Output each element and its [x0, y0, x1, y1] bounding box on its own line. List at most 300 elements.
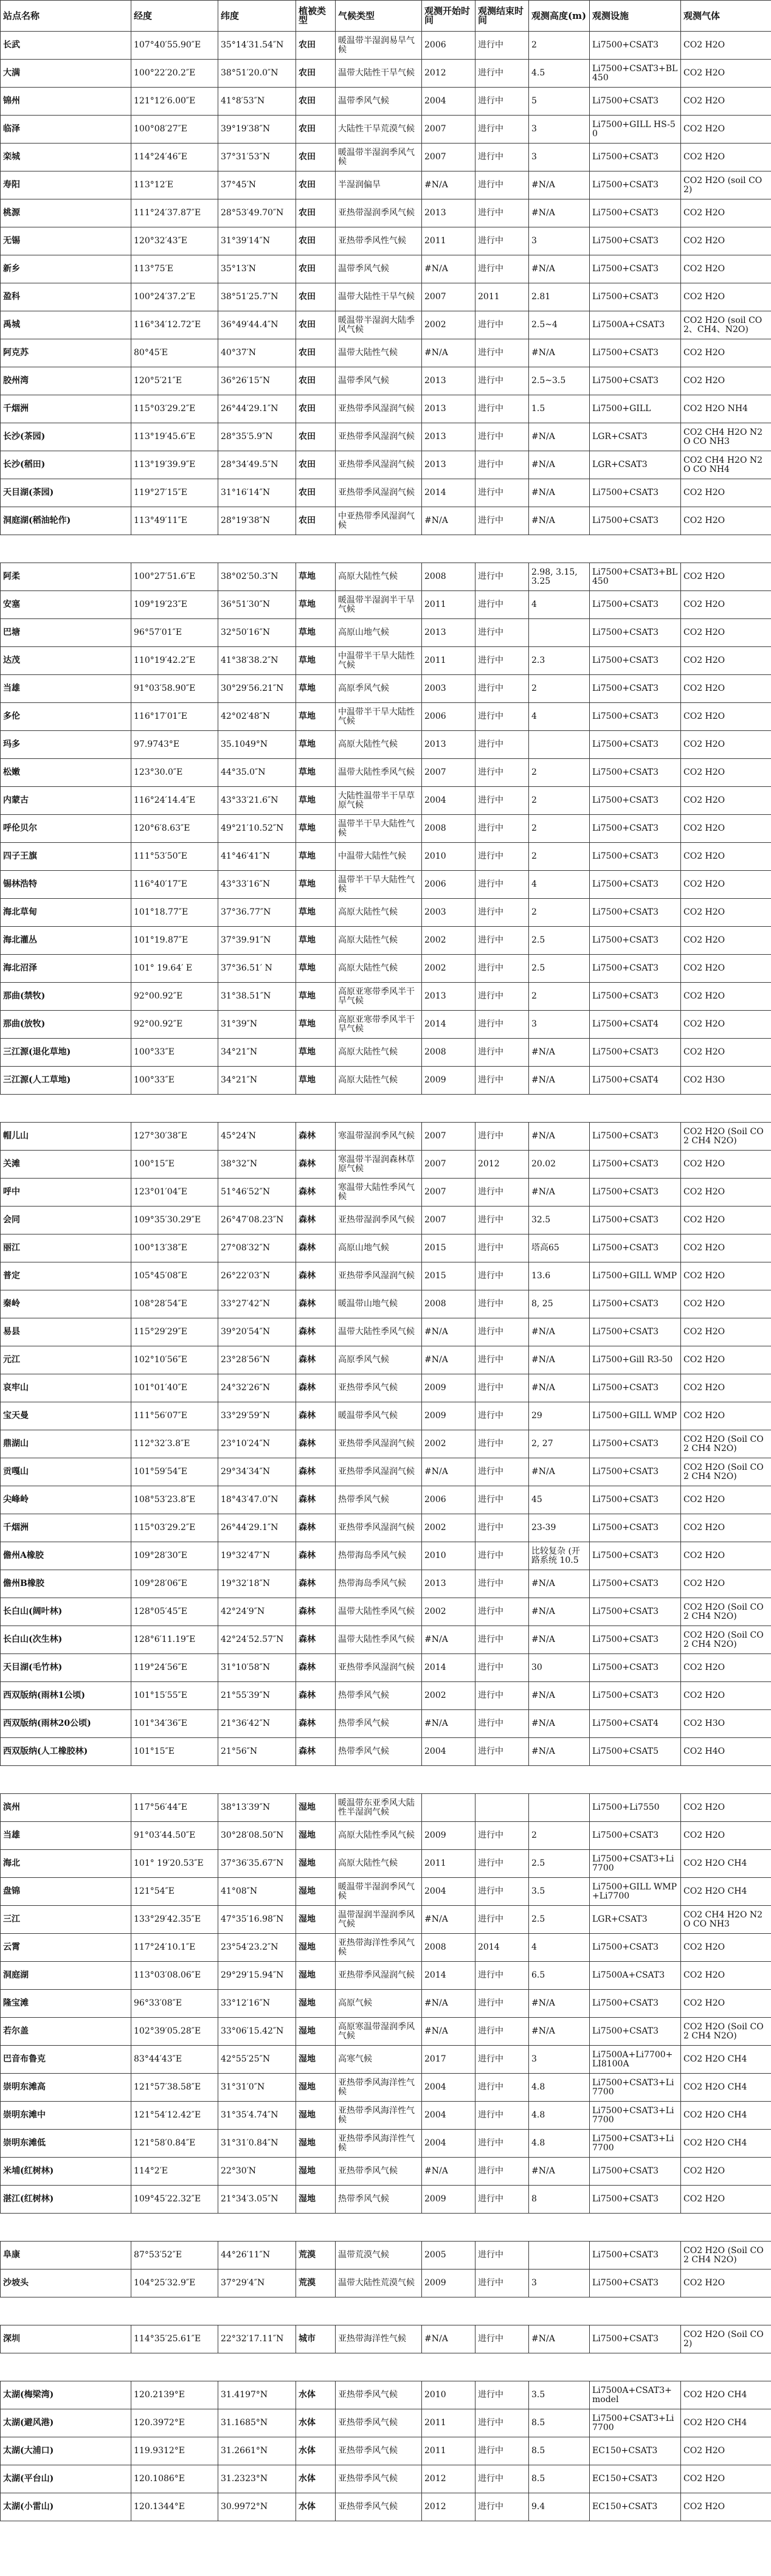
end-time-cell: 进行中 [475, 2437, 529, 2465]
instruments-cell: Li7500+CSAT3 [590, 1542, 681, 1570]
table-row [1, 1794, 771, 1822]
longitude-cell: 113°75′E [131, 255, 218, 283]
station-name-cell: 崇明东滩低 [1, 2130, 131, 2158]
vegetation-type-cell: 森林 [296, 1542, 336, 1570]
station-name-cell: 寿阳 [1, 171, 131, 199]
latitude-cell: 35.1049°N [218, 731, 296, 759]
station-name-cell: 长沙(稻田) [1, 451, 131, 479]
end-time-cell: 进行中 [475, 1123, 529, 1151]
table-row [1, 815, 771, 843]
empty-cell [296, 1095, 336, 1123]
height-cell: 3 [529, 227, 590, 255]
empty-cell [1, 2297, 131, 2325]
gases-cell: CO2 H2O CH4 [681, 2102, 771, 2130]
climate-type-cell: 亚热带季风气候 [336, 2409, 422, 2437]
height-cell: 23-39 [529, 1514, 590, 1542]
longitude-cell: 121°58′0.84″E [131, 2130, 218, 2158]
start-time-cell: 2006 [422, 1486, 475, 1514]
gases-cell: CO2 H2O [681, 843, 771, 871]
table-row [1, 759, 771, 787]
vegetation-type-cell: 草地 [296, 647, 336, 675]
vegetation-type-cell: 湿地 [296, 2018, 336, 2046]
end-time-cell: 进行中 [475, 1906, 529, 1934]
latitude-cell: 47°35′16.98″N [218, 1906, 296, 1934]
height-cell: 4.5 [529, 60, 590, 88]
table-body [1, 32, 771, 2521]
start-time-cell: 2014 [422, 1654, 475, 1682]
latitude-cell: 23°10′24″N [218, 1430, 296, 1458]
vegetation-type-cell: 森林 [296, 1654, 336, 1682]
longitude-cell: 100°13′38″E [131, 1234, 218, 1262]
table-row [1, 171, 771, 199]
table-row [1, 1878, 771, 1906]
empty-cell [422, 2297, 475, 2325]
climate-type-cell: 暖温带半湿润季风气候 [336, 1878, 422, 1906]
start-time-cell: 2003 [422, 899, 475, 927]
latitude-cell: 21°56″N [218, 1738, 296, 1766]
vegetation-type-cell: 湿地 [296, 2046, 336, 2074]
latitude-cell: 40°37′N [218, 339, 296, 367]
gases-cell: CO2 H2O [681, 759, 771, 787]
empty-cell [590, 1766, 681, 1794]
instruments-cell: Li7500A+CSAT3 [590, 311, 681, 339]
gases-cell: CO2 H2O CH4 [681, 2074, 771, 2102]
latitude-cell: 36°51′30″N [218, 591, 296, 619]
group-separator-row [1, 1766, 771, 1794]
start-time-cell: 2009 [422, 1822, 475, 1850]
gases-cell: CO2 H2O [681, 1654, 771, 1682]
latitude-cell: 28°34′49.5″N [218, 451, 296, 479]
climate-type-cell: 亚热带季风湿润气候 [336, 1514, 422, 1542]
vegetation-type-cell: 草地 [296, 703, 336, 731]
end-time-cell: 进行中 [475, 1039, 529, 1067]
instruments-cell: LGR+CSAT3 [590, 1906, 681, 1934]
height-cell: 8.5 [529, 2437, 590, 2465]
empty-cell [475, 1095, 529, 1123]
climate-type-cell: 高原大陆性气候 [336, 731, 422, 759]
station-name-cell: 那曲(放牧) [1, 1011, 131, 1039]
longitude-cell: 100°08′27″E [131, 116, 218, 144]
vegetation-type-cell: 荒漠 [296, 2242, 336, 2270]
latitude-cell: 22°30′N [218, 2158, 296, 2186]
table-row [1, 871, 771, 899]
height-cell: 2.5 [529, 1850, 590, 1878]
start-time-cell: 2013 [422, 619, 475, 647]
start-time-cell: 2004 [422, 787, 475, 815]
latitude-cell: 38°51′20.0″N [218, 60, 296, 88]
instruments-cell: Li7500+CSAT3 [590, 255, 681, 283]
gases-cell: CO2 H2O [681, 339, 771, 367]
station-name-cell: 那曲(禁牧) [1, 983, 131, 1011]
gases-cell: CO2 H2O [681, 32, 771, 60]
longitude-cell: 120°32′43″E [131, 227, 218, 255]
station-name-cell: 沙坡头 [1, 2270, 131, 2297]
climate-type-cell: 温带季风气候 [336, 255, 422, 283]
gases-cell: CO2 H2O (Soil CO2 CH4 N2O) [681, 2018, 771, 2046]
station-name-cell: 海北 [1, 1850, 131, 1878]
latitude-cell: 31°10′58″N [218, 1654, 296, 1682]
gases-cell: CO2 H2O CH4 [681, 2409, 771, 2437]
instruments-cell: Li7500+CSAT3 [590, 479, 681, 507]
instruments-cell: Li7500+CSAT3 [590, 1598, 681, 1626]
gases-cell: CO2 H2O [681, 871, 771, 899]
start-time-cell: 2004 [422, 88, 475, 116]
climate-type-cell: 温带大陆性干旱气候 [336, 283, 422, 311]
instruments-cell: EC150+CSAT3 [590, 2437, 681, 2465]
longitude-cell: 116°40′17″E [131, 871, 218, 899]
table-row [1, 591, 771, 619]
table-row [1, 423, 771, 451]
instruments-cell: Li7500+Li7550 [590, 1794, 681, 1822]
table-row [1, 1011, 771, 1039]
station-name-cell: 易县 [1, 1318, 131, 1346]
latitude-cell: 41°8′53″N [218, 88, 296, 116]
latitude-cell: 37°36.51′ N [218, 955, 296, 983]
end-time-cell: 进行中 [475, 1318, 529, 1346]
instruments-cell: Li7500+CSAT3 [590, 843, 681, 871]
start-time-cell: 2006 [422, 871, 475, 899]
start-time-cell: 2017 [422, 2046, 475, 2074]
gases-cell: CO2 H2O [681, 367, 771, 395]
end-time-cell: 进行中 [475, 199, 529, 227]
station-name-cell: 海北草甸 [1, 899, 131, 927]
height-cell: #N/A [529, 451, 590, 479]
station-name-cell: 崇明东滩中 [1, 2102, 131, 2130]
vegetation-type-cell: 农田 [296, 451, 336, 479]
end-time-cell: 进行中 [475, 311, 529, 339]
gases-cell: CO2 H2O [681, 1374, 771, 1402]
longitude-cell: 116°17′01″E [131, 703, 218, 731]
climate-type-cell: 亚热带海洋性季风气候 [336, 1934, 422, 1962]
start-time-cell: #N/A [422, 255, 475, 283]
climate-type-cell: 热带海岛季风气候 [336, 1570, 422, 1598]
start-time-cell: 2012 [422, 2465, 475, 2493]
vegetation-type-cell: 森林 [296, 1234, 336, 1262]
gases-cell: CO2 H2O [681, 60, 771, 88]
table-row [1, 1906, 771, 1934]
latitude-cell: 37°45′N [218, 171, 296, 199]
instruments-cell: Li7500+CSAT3 [590, 1290, 681, 1318]
instruments-cell: Li7500+CSAT3+BL450 [590, 60, 681, 88]
instruments-cell: Li7500+CSAT3+Li7700 [590, 1850, 681, 1878]
end-time-cell: 进行中 [475, 1179, 529, 1207]
empty-cell [681, 2353, 771, 2381]
table-row [1, 1486, 771, 1514]
vegetation-type-cell: 农田 [296, 479, 336, 507]
vegetation-type-cell: 湿地 [296, 2186, 336, 2214]
latitude-cell: 31°35′4.74″N [218, 2102, 296, 2130]
empty-cell [681, 535, 771, 563]
instruments-cell: Li7500+CSAT3 [590, 955, 681, 983]
climate-type-cell: 亚热带湿润季风气候 [336, 1207, 422, 1234]
empty-cell [336, 2297, 422, 2325]
height-cell: #N/A [529, 1179, 590, 1207]
latitude-cell: 28°53′49.70″N [218, 199, 296, 227]
latitude-cell: 36°26′15″N [218, 367, 296, 395]
longitude-cell: 109°28′30″E [131, 1542, 218, 1570]
longitude-cell: 113°12′E [131, 171, 218, 199]
instruments-cell: Li7500A+CSAT3+model [590, 2381, 681, 2409]
instruments-cell: Li7500+CSAT3 [590, 2186, 681, 2214]
header-height: 观测高度(m) [529, 1, 590, 32]
end-time-cell: 进行中 [475, 2102, 529, 2130]
gases-cell: CO2 H2O [681, 983, 771, 1011]
gases-cell: CO2 H2O [681, 1990, 771, 2018]
gases-cell: CO2 H2O [681, 815, 771, 843]
latitude-cell: 41°38′38.2″N [218, 647, 296, 675]
gases-cell: CO2 H2O [681, 1794, 771, 1822]
start-time-cell: 2011 [422, 2409, 475, 2437]
start-time-cell: 2013 [422, 451, 475, 479]
vegetation-type-cell: 草地 [296, 619, 336, 647]
gases-cell: CO2 H2O [681, 2158, 771, 2186]
climate-type-cell: 高原大陆性气候 [336, 1039, 422, 1067]
start-time-cell: 2002 [422, 1682, 475, 1710]
station-name-cell: 关滩 [1, 1151, 131, 1179]
height-cell: 比较复杂 (开路系统 10.5 [529, 1542, 590, 1570]
instruments-cell: Li7500+CSAT3+Li7700 [590, 2102, 681, 2130]
station-name-cell: 海北沼泽 [1, 955, 131, 983]
start-time-cell: 2011 [422, 1850, 475, 1878]
header-start-time: 观测开始时间 [422, 1, 475, 32]
empty-cell [1, 535, 131, 563]
climate-type-cell: 温带大陆性季风气候 [336, 1318, 422, 1346]
empty-cell [529, 1766, 590, 1794]
empty-cell [422, 2353, 475, 2381]
empty-cell [422, 2214, 475, 2242]
start-time-cell: #N/A [422, 1710, 475, 1738]
instruments-cell: Li7500+CSAT3 [590, 171, 681, 199]
longitude-cell: 100°24′37.2″E [131, 283, 218, 311]
longitude-cell: 121°54″E [131, 1878, 218, 1906]
climate-type-cell: 亚热带季风湿润气候 [336, 479, 422, 507]
latitude-cell: 38°51′25.7″N [218, 283, 296, 311]
empty-cell [218, 2297, 296, 2325]
latitude-cell: 34°21″N [218, 1039, 296, 1067]
table-row [1, 899, 771, 927]
height-cell: 1.5 [529, 395, 590, 423]
vegetation-type-cell: 草地 [296, 1067, 336, 1095]
table-row [1, 2270, 771, 2297]
start-time-cell: 2010 [422, 843, 475, 871]
height-cell: 4 [529, 1934, 590, 1962]
climate-type-cell: 亚热带季风湿润气候 [336, 1430, 422, 1458]
start-time-cell: 2002 [422, 1598, 475, 1626]
table-row [1, 2465, 771, 2493]
station-name-cell: 深圳 [1, 2325, 131, 2353]
gases-cell: CO2 H2O [681, 283, 771, 311]
start-time-cell: 2009 [422, 1067, 475, 1095]
end-time-cell: 进行中 [475, 871, 529, 899]
station-name-cell: 天目湖(茶园) [1, 479, 131, 507]
vegetation-type-cell: 草地 [296, 1039, 336, 1067]
empty-cell [590, 2297, 681, 2325]
end-time-cell: 进行中 [475, 2158, 529, 2186]
table-row [1, 703, 771, 731]
longitude-cell: 121°12′6.00″E [131, 88, 218, 116]
start-time-cell: 2008 [422, 1290, 475, 1318]
end-time-cell: 进行中 [475, 675, 529, 703]
climate-type-cell: 暖温带东亚季风大陆性半湿润气候 [336, 1794, 422, 1822]
vegetation-type-cell: 草地 [296, 983, 336, 1011]
instruments-cell: Li7500+CSAT3 [590, 759, 681, 787]
gases-cell: CO2 H2O [681, 1207, 771, 1234]
gases-cell: CO2 H2O [681, 1822, 771, 1850]
climate-type-cell: 高原大陆性气候 [336, 955, 422, 983]
instruments-cell: Li7500+CSAT3 [590, 1486, 681, 1514]
header-climate-type: 气候类型 [336, 1, 422, 32]
table-row [1, 2409, 771, 2437]
height-cell: 8.5 [529, 2465, 590, 2493]
climate-type-cell: 亚热带季风海洋性气候 [336, 2102, 422, 2130]
table-row [1, 1458, 771, 1486]
latitude-cell: 19°32′18″N [218, 1570, 296, 1598]
station-name-cell: 太湖(梅梁湾) [1, 2381, 131, 2409]
station-name-cell: 丽江 [1, 1234, 131, 1262]
vegetation-type-cell: 草地 [296, 591, 336, 619]
longitude-cell: 109°28′06″E [131, 1570, 218, 1598]
longitude-cell: 109°45′22.32″E [131, 2186, 218, 2214]
end-time-cell: 进行中 [475, 815, 529, 843]
vegetation-type-cell: 森林 [296, 1486, 336, 1514]
gases-cell: CO2 H2O [681, 1486, 771, 1514]
latitude-cell: 37°36′35.67″N [218, 1850, 296, 1878]
vegetation-type-cell: 农田 [296, 32, 336, 60]
height-cell: 3 [529, 1011, 590, 1039]
height-cell: #N/A [529, 171, 590, 199]
latitude-cell: 31°31′0.84″N [218, 2130, 296, 2158]
latitude-cell: 38°13′39″N [218, 1794, 296, 1822]
station-name-cell: 呼中 [1, 1179, 131, 1207]
station-name-cell: 呼伦贝尔 [1, 815, 131, 843]
table-row [1, 1290, 771, 1318]
station-name-cell: 海北灌丛 [1, 927, 131, 955]
longitude-cell: 111°24′37.87″E [131, 199, 218, 227]
latitude-cell: 31°16′14″N [218, 479, 296, 507]
start-time-cell: #N/A [422, 1990, 475, 2018]
vegetation-type-cell: 农田 [296, 507, 336, 535]
instruments-cell: Li7500+CSAT3+Li7700 [590, 2074, 681, 2102]
station-name-cell: 内蒙古 [1, 787, 131, 815]
climate-type-cell: 热带季风气候 [336, 1738, 422, 1766]
header-gases: 观测气体 [681, 1, 771, 32]
empty-cell [336, 2214, 422, 2242]
height-cell: 8 [529, 2186, 590, 2214]
end-time-cell: 进行中 [475, 927, 529, 955]
climate-type-cell: 暖温带山地气候 [336, 1290, 422, 1318]
table-row [1, 619, 771, 647]
start-time-cell: 2011 [422, 2437, 475, 2465]
empty-cell [296, 2214, 336, 2242]
height-cell: 2 [529, 983, 590, 1011]
instruments-cell: Li7500+CSAT3+Li7700 [590, 2130, 681, 2158]
height-cell: #N/A [529, 1123, 590, 1151]
latitude-cell: 33°29′59″N [218, 1402, 296, 1430]
vegetation-type-cell: 湿地 [296, 1822, 336, 1850]
height-cell: 2.5~3.5 [529, 367, 590, 395]
start-time-cell: #N/A [422, 1906, 475, 1934]
start-time-cell: 2007 [422, 1123, 475, 1151]
table-row [1, 563, 771, 591]
climate-type-cell: 高原大陆性气候 [336, 1850, 422, 1878]
longitude-cell: 120.1344°E [131, 2493, 218, 2521]
table-row [1, 2325, 771, 2353]
longitude-cell: 120°5′21″E [131, 367, 218, 395]
longitude-cell: 100°33″E [131, 1067, 218, 1095]
end-time-cell: 进行中 [475, 227, 529, 255]
start-time-cell: 2002 [422, 311, 475, 339]
vegetation-type-cell: 湿地 [296, 1934, 336, 1962]
station-name-cell: 长武 [1, 32, 131, 60]
instruments-cell: Li7500+CSAT3 [590, 1570, 681, 1598]
height-cell: #N/A [529, 199, 590, 227]
gases-cell: CO2 CH4 H2O N2O CO NH3 [681, 1906, 771, 1934]
latitude-cell: 41°08″N [218, 1878, 296, 1906]
height-cell: #N/A [529, 255, 590, 283]
end-time-cell [475, 1794, 529, 1822]
end-time-cell: 进行中 [475, 2493, 529, 2521]
gases-cell: CO2 H2O [681, 227, 771, 255]
longitude-cell: 114°24′46″E [131, 144, 218, 171]
end-time-cell: 进行中 [475, 591, 529, 619]
end-time-cell: 进行中 [475, 1542, 529, 1570]
height-cell: 13.6 [529, 1262, 590, 1290]
end-time-cell: 进行中 [475, 1011, 529, 1039]
end-time-cell: 进行中 [475, 983, 529, 1011]
end-time-cell: 进行中 [475, 2465, 529, 2493]
end-time-cell: 进行中 [475, 2130, 529, 2158]
height-cell: 32.5 [529, 1207, 590, 1234]
gases-cell: CO2 H2O [681, 1290, 771, 1318]
height-cell: #N/A [529, 1738, 590, 1766]
vegetation-type-cell: 森林 [296, 1682, 336, 1710]
latitude-cell: 43°33′21.6″N [218, 787, 296, 815]
end-time-cell: 进行中 [475, 1374, 529, 1402]
longitude-cell: 91°03′44.50″E [131, 1822, 218, 1850]
empty-cell [422, 1766, 475, 1794]
end-time-cell: 进行中 [475, 899, 529, 927]
start-time-cell: #N/A [422, 171, 475, 199]
instruments-cell: Li7500+Gill R3-50 [590, 1346, 681, 1374]
vegetation-type-cell: 森林 [296, 1374, 336, 1402]
latitude-cell: 28°19′38″N [218, 507, 296, 535]
latitude-cell: 30°28′08.50″N [218, 1822, 296, 1850]
start-time-cell: 2011 [422, 591, 475, 619]
table-row [1, 1738, 771, 1766]
start-time-cell: 2009 [422, 2270, 475, 2297]
vegetation-type-cell: 湿地 [296, 1962, 336, 1990]
empty-cell [590, 2214, 681, 2242]
gases-cell: CO2 H2O [681, 1039, 771, 1067]
longitude-cell: 101° 19′20.53″E [131, 1850, 218, 1878]
empty-cell [1, 1766, 131, 1794]
vegetation-type-cell: 森林 [296, 1402, 336, 1430]
header-instruments: 观测设施 [590, 1, 681, 32]
latitude-cell: 31°39′14″N [218, 227, 296, 255]
height-cell: 2.5 [529, 927, 590, 955]
end-time-cell: 进行中 [475, 2186, 529, 2214]
table-row [1, 2381, 771, 2409]
height-cell: 4.8 [529, 2130, 590, 2158]
vegetation-type-cell: 草地 [296, 927, 336, 955]
latitude-cell: 44°26′11″N [218, 2242, 296, 2270]
empty-cell [131, 535, 218, 563]
table-row [1, 2242, 771, 2270]
table-row [1, 507, 771, 535]
empty-cell [681, 2214, 771, 2242]
empty-cell [681, 1095, 771, 1123]
empty-cell [336, 1766, 422, 1794]
